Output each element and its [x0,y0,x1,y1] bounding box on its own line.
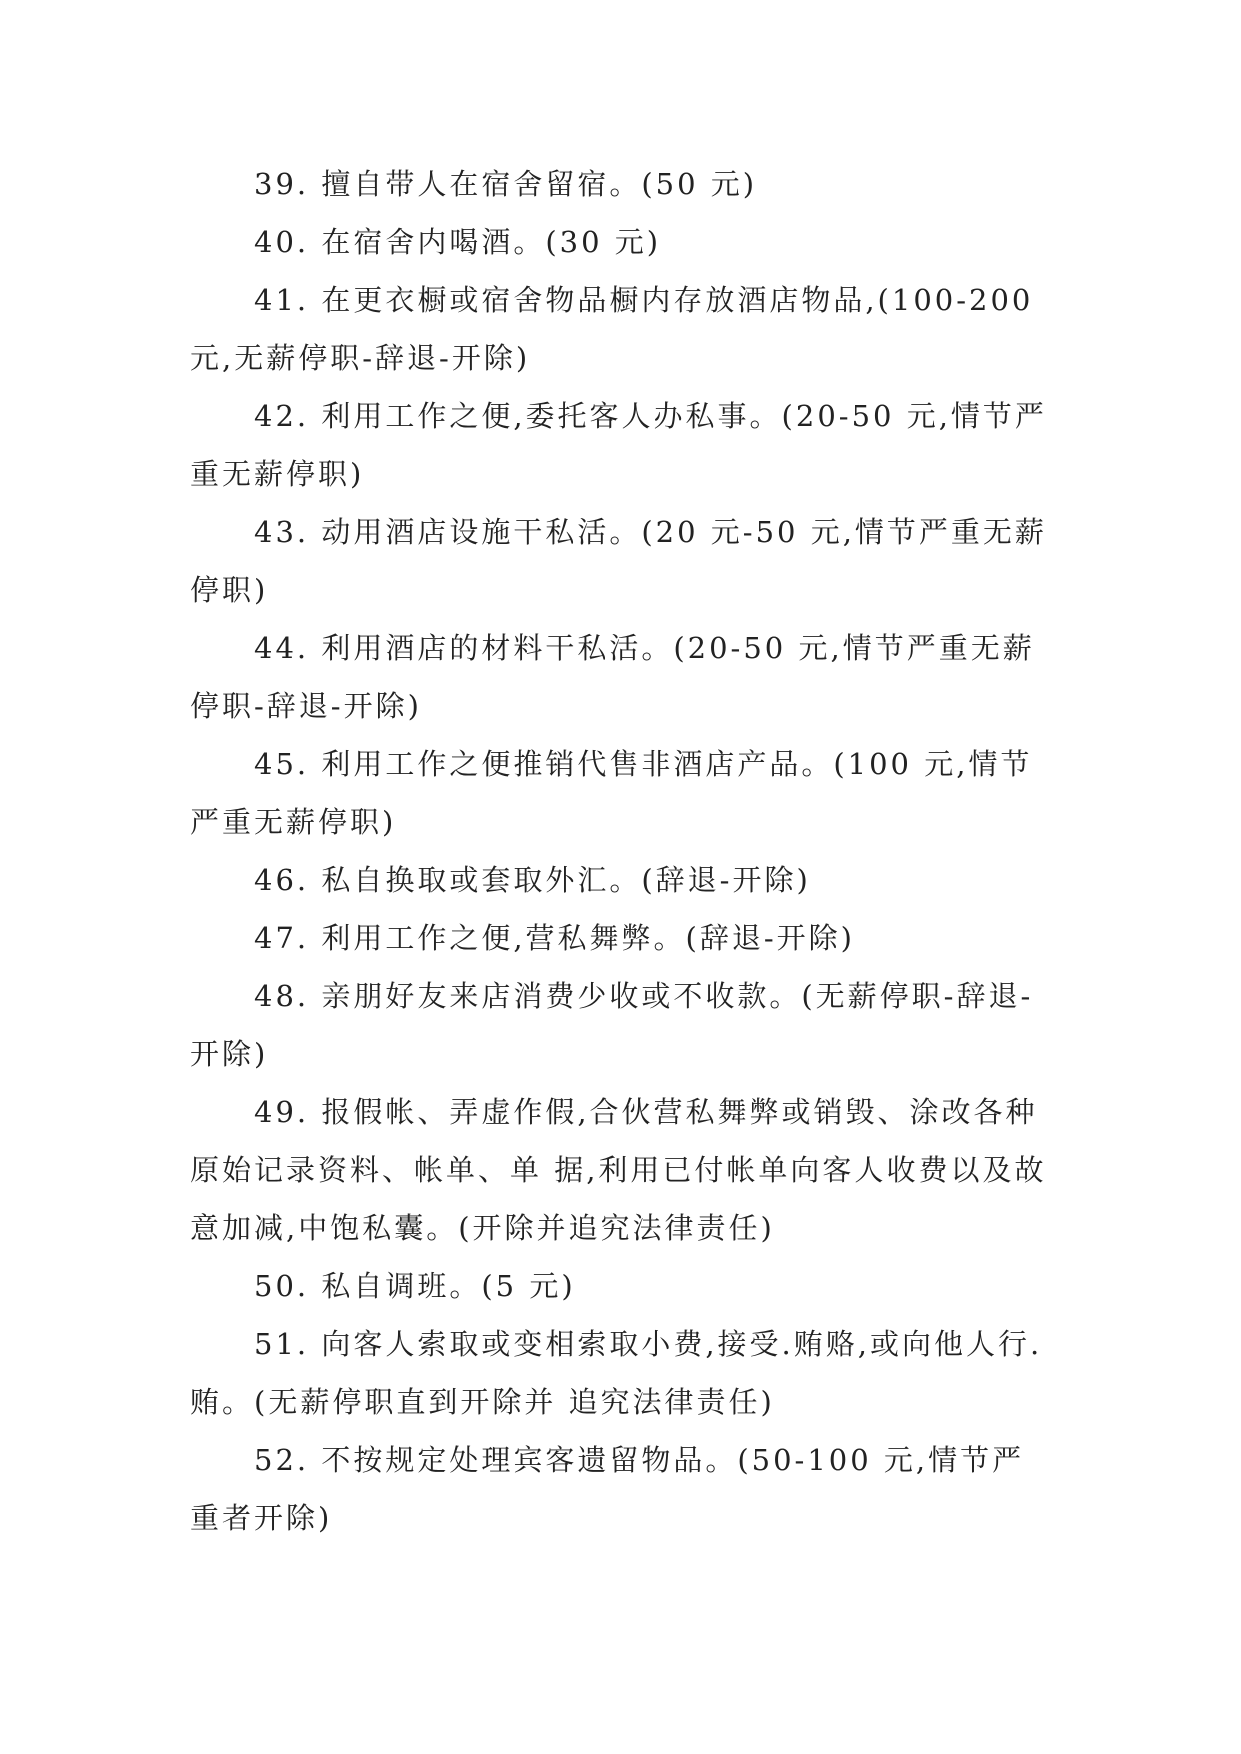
rule-item-44: 44. 利用酒店的材料干私活。(20-50 元,情节严重无薪停职-辞退-开除) [190,631,1035,723]
document-body [190,155,1050,1547]
rule-item-49: 49. 报假帐、弄虚作假,合伙营私舞弊或销毁、涂改各种原始记录资料、帐单、单 据,利用已付帐单向客人收费以及故意加减,中饱私囊。(开除并追究法律责任) [190,1095,1047,1245]
rule-item-51: 51. 向客人索取或变相索取小费,接受.贿赂,或向他人行.贿。(无薪停职直到开除并 追究法律责任) [190,1327,1043,1419]
rule-item-46: 46. 私自换取或套取外汇。(辞退-开除) [254,863,811,897]
rule-item-43: 43. 动用酒店设施干私活。(20 元-50 元,情节严重无薪停职) [190,515,1047,607]
rule-item-41: 41. 在更衣橱或宿舍物品橱内存放酒店物品,(100-200 元,无薪停职-辞退-开除) [190,283,1034,375]
rule-item-39: 39. 擅自带人在宿舍留宿。(50 元) [254,167,758,201]
rule-item-52: 52. 不按规定处理宾客遗留物品。(50-100 元,情节严重者开除) [190,1443,1025,1535]
rule-item-45: 45. 利用工作之便推销代售非酒店产品。(100 元,情节严重无薪停职) [190,747,1033,839]
rule-item-40: 40. 在宿舍内喝酒。(30 元) [254,225,662,259]
rule-item-42: 42. 利用工作之便,委托客人办私事。(20-50 元,情节严重无薪停职) [190,399,1047,491]
rule-item-47: 47. 利用工作之便,营私舞弊。(辞退-开除) [254,921,855,955]
rule-item-50: 50. 私自调班。(5 元) [254,1269,576,1303]
rule-item-48: 48. 亲朋好友来店消费少收或不收款。(无薪停职-辞退-开除) [190,979,1034,1071]
